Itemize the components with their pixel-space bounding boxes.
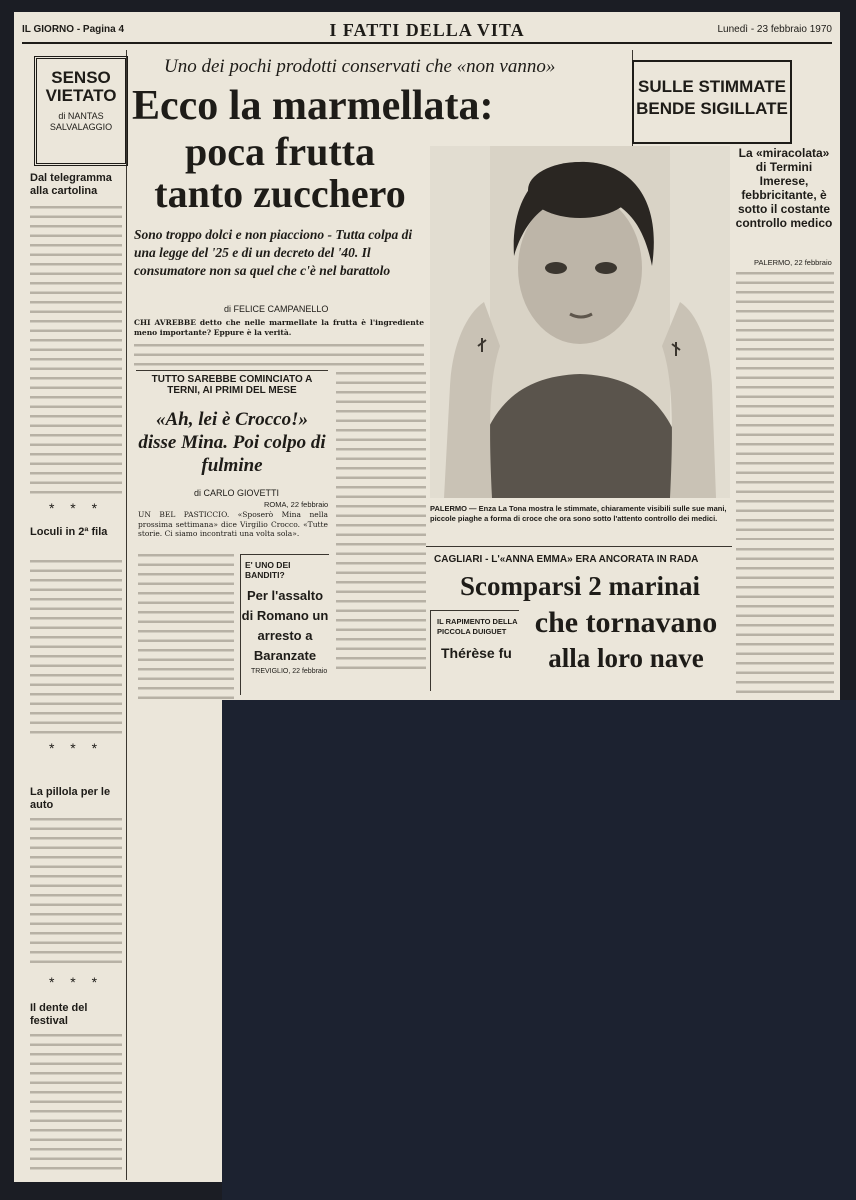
- rapimento-kicker: IL RAPIMENTO DELLA PICCOLA DUIGUET: [437, 617, 518, 636]
- main-deck: Sono troppo dolci e non piacciono - Tutta colpa di una legge del '25 e di un decreto del '40. Il consumatore non sa quel che c'è nel barattolo: [134, 227, 413, 278]
- stigmata-headline-box: [632, 60, 792, 144]
- article-text: [30, 204, 122, 494]
- masthead-date: Lunedì - 23 febbraio 1970: [717, 24, 832, 35]
- caption-city: PALERMO: [430, 504, 467, 513]
- mina-byline: di CARLO GIOVETTI: [194, 488, 280, 498]
- rule: [426, 546, 732, 547]
- column-title: SENSO VIETATO: [45, 68, 117, 105]
- masthead-page: IL GIORNO - Pagina 4: [22, 24, 125, 35]
- article-text: [134, 342, 424, 366]
- column-author: di NANTAS SALVALAGGIO: [49, 111, 113, 132]
- mina-kicker: TUTTO SAREBBE COMINCIATO A TERNI, AI PRIMI DEL MESE: [151, 374, 313, 396]
- sailors-headline-line2: che tornavano: [534, 606, 718, 639]
- section-heading: Loculi in 2ª fila: [30, 526, 108, 538]
- masthead-section-title: I FATTI DELLA VITA: [329, 20, 525, 40]
- rule: [136, 370, 328, 371]
- section-heading: La pillola per le auto: [30, 786, 111, 811]
- main-headline-line1: Ecco la marmellata:: [132, 83, 494, 129]
- portrait-illustration: [430, 146, 730, 498]
- main-headline-line3: tanto zucchero: [154, 171, 406, 216]
- bandits-dateline: TREVIGLIO, 22 febbraio: [251, 668, 328, 675]
- bandits-headline: Per l'assalto di Romano un arresto a Baranzate: [241, 588, 329, 663]
- photo-enza-la-tona: [430, 146, 730, 498]
- column-title-box: [34, 56, 128, 166]
- separator: * * *: [48, 974, 104, 990]
- stigmata-headline: SULLE STIMMATE BENDE SIGILLATE: [636, 77, 788, 118]
- main-byline: di FELICE CAMPANELLO: [224, 304, 329, 314]
- sailors-headline-line3: alla loro nave: [548, 643, 704, 673]
- main-kicker: Uno dei pochi prodotti conservati che «non vanno»: [164, 56, 556, 77]
- dark-overlay: [222, 700, 856, 1200]
- section-heading: Dal telegramma alla cartolina: [30, 172, 112, 197]
- bandits-kicker: E' UNO DEI BANDITI?: [245, 560, 291, 580]
- mina-headline: «Ah, lei è Crocco!» disse Mina. Poi colpo di fulmine: [138, 409, 326, 476]
- caption-text: Enza La Tona mostra le stimmate, chiaramente visibili sulle sue mani, piccole piaghe a forma di croce che ora sono sotto l'attento controllo dei medici.: [430, 504, 727, 523]
- separator: * * *: [48, 740, 104, 756]
- mina-lead: UN BEL PASTICCIO. «Sposerò Mina nella prossima settimana» dice Virgilio Crocco. «Tutte storie. Ci siamo incontrati una volta sola».: [138, 510, 328, 538]
- sailors-headline-line1: Scomparsi 2 marinai: [460, 571, 700, 601]
- article-text: [336, 370, 426, 670]
- rapimento-headline: Thérèse fu: [441, 645, 512, 661]
- article-text: [138, 552, 234, 702]
- stigmata-dateline: PALERMO, 22 febbraio: [754, 258, 832, 267]
- main-headline-line2: poca frutta: [185, 129, 375, 174]
- bandits-box: [240, 554, 329, 695]
- article-text: [30, 1032, 122, 1172]
- mina-dateline: ROMA, 22 febbraio: [264, 500, 329, 509]
- photo-caption: PALERMO — Enza La Tona mostra le stimmate, chiaramente visibili sulle sue mani, piccole piaghe a forma di croce che ora sono sotto l'attento controllo dei medici.: [430, 504, 727, 523]
- main-lead: CHI AVREBBE detto che nelle marmellate la frutta è l'ingrediente meno importante? Eppure è la verità.: [134, 318, 424, 337]
- article-text: [30, 816, 122, 968]
- article-text: [736, 270, 834, 540]
- stigmata-subhead: La «miracolata» di Termini Imerese, febbricitante, è sotto il costante controllo medico: [735, 146, 833, 230]
- section-heading: Il dente del festival: [30, 1002, 88, 1027]
- rapimento-box: [430, 610, 519, 691]
- separator: * * *: [48, 500, 104, 516]
- sailors-kicker: CAGLIARI - L'«ANNA EMMA» ERA ANCORATA IN RADA: [434, 554, 699, 565]
- column-rule: [126, 50, 127, 1180]
- masthead: [22, 18, 832, 44]
- article-text: [736, 546, 834, 706]
- article-text: [30, 558, 122, 734]
